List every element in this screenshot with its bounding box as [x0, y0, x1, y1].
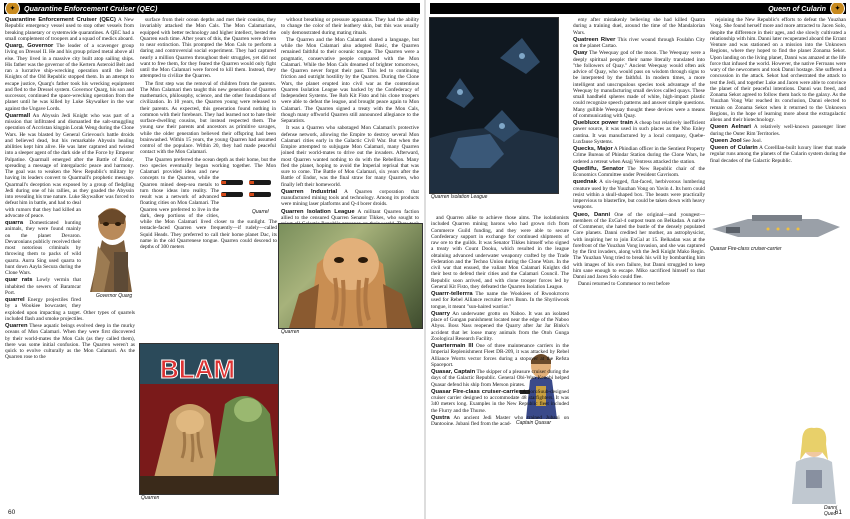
entry-term: quarra — [5, 220, 24, 226]
quarren-isolation-league-image — [429, 17, 559, 194]
entry-text: A Quarren corporation that manufactured mining tools and technology. Among its products were mining laser platforms and Q-4 borer droids. — [281, 188, 419, 208]
entry-term: Quasar, Captain — [431, 369, 476, 375]
quarren-comic-image — [139, 343, 279, 495]
entry-paragraph — [573, 212, 705, 281]
entry-paragraph — [431, 415, 569, 428]
entry-paragraph — [573, 179, 705, 210]
entry-paragraph — [5, 323, 135, 361]
entry-text: These aquatic beings evolved deep in the murky oceans of Mon Calamari. When they were first discovered by their world-mates the Mon Cals (as they called them), there was some initial confusion. The Quarren weren't as quick to evolve culturally as the Mon Calamari. As the Quarren rose to the — [5, 323, 135, 361]
entry-paragraph — [431, 291, 569, 310]
entry-text: The Quarren preferred the ocean depth as their home, but the two species eventually began working together. The Mon Calamari provided ideas and new concepts to the Quarren, while the Quarren mined deep-sea metals to turn those ideas into reality. The result was a network of advanced floating cities on Mon Calamari. The Quarren were preferred to live in the dark, deep portions of the cities, while the Mon Calamari lived closer to the sunlight. The tentacle-faced Quarren were frequently—if rudely—called Squid Heads. They preferred to call their home planet Dac, its name in the old Quarrenese tongue. Quarren could descend to depths of 300 meters — [140, 156, 277, 250]
entry-text: One of three maintenance carriers in the Imperial Replenishment Fleet DR-209, it was attacked by Rebel Alliance Worrts vector forces during a stopover at the Refsta Spaceport. — [431, 343, 569, 368]
entry-paragraph — [281, 37, 419, 125]
entry-term: Quarry — [431, 310, 451, 317]
entry-term: Queen Aelnari — [710, 124, 751, 131]
entry-text: The Weequay god of the moon. The Weequay were a deeply spiritual people: their name literally translated into "the followers of Quay." Ancient Weequay would often ask advice of Quay, who would pass on wisdom through signs to be interpreted by the faithful. In modern times, a more intelligent and unscrupulous species took advantage of the Weequay by manufacturing small devices called quays. These small handheld spheres made of white, high-impact plastic could recognize speech patterns and answer simple questions. Many gullible Weequay thought these devices were a means of communicating with Quay. — [573, 50, 705, 119]
entry-paragraph — [573, 281, 705, 287]
entry-term: quarrel — [5, 297, 25, 303]
entry-term: Quarren — [5, 323, 28, 329]
entry-term: Quarrr-tellerrra — [431, 291, 473, 297]
entry-paragraph — [710, 17, 846, 123]
entry-text: surface from their ocean depths and met their cousins, they invariably attacked the Mon Cals. The Mon Calamarians, equipped with better technology and higher intellect, bested the Quarren each time. After years of this, the Quarren were driven to near extinction. This prompted the Mon Cals to perform a daring and controversial social experiment. They had captured nearly a million Quarren throughout their struggles, yet did not want to free them, for they feared the Quarren would only fight until the Mon Calamari were forced to kill them. Instead, they attempted to civilize the Quarren. — [140, 17, 276, 80]
entry-paragraph — [431, 311, 569, 342]
entry-term: Quarantine Enforcement Cruiser (QEC) — [5, 17, 116, 23]
left-header-title: Quarantine Enforcement Cruiser (QEC) — [24, 4, 158, 13]
entry-text: Danni returned to Commenor to rest before — [578, 281, 670, 288]
entry-text: without breathing or pressure apparatus. They had the ability to change the color of their leathery skin, but this was usually only demonstrated during mating rituals. — [281, 17, 419, 36]
entry-paragraph — [140, 17, 277, 80]
governor-quarg-image — [84, 202, 136, 292]
entry-term: Quartermain III — [431, 343, 474, 349]
entry-term: Queen of Cularin — [710, 145, 758, 151]
entry-text: The New Republic chair of the Economics Committee under President Gavrisom. — [573, 165, 705, 178]
caption-danni-queo: Danni Queo — [824, 505, 838, 517]
entry-paragraph — [5, 43, 135, 112]
caption-quasar-fire-cruiser: Quasar Fire-class cruiser-carrier — [710, 246, 782, 252]
entry-text: and Quarren alike to achieve those aims. The isolationists included Quarren mining barons who had grown rich from Commerce Guild funding, and they were able to secure Confederacy support in exchange for continued shipments of raw ore to the guilds. It was Senator Tikkes himself who signed a treaty with Count Dooku, which resulted in the league obtaining advanced underwater weaponry crafted by the Trade Federation and the Techno Union during the Clone Wars. In the civil war that ensued, the valiant Mon Calamari Knights did their best to defend their cities and the Calamari Council. The Republic soon arrived, and with clone trooper forces led by General Kit Fisto, they defeated the Quarren Isolation League. — [431, 215, 569, 290]
entry-paragraph — [573, 37, 705, 50]
left-page — [0, 0, 424, 519]
quarrel-image — [219, 176, 275, 208]
caption-quarren-isolation-league: Quarren Isolation League — [431, 194, 488, 200]
entry-paragraph — [140, 81, 277, 156]
entry-text: This river wound through Foulahn City on the planet Cartao. — [573, 36, 705, 49]
entry-text: Energy projectiles fired by a Wookiee bowcaster, they exploded upon impacting a target. Other types of quarrels included flash and smoke projectiles. — [5, 297, 135, 322]
entry-term: Queo, Danni — [573, 211, 611, 218]
entry-paragraph — [710, 124, 846, 137]
entry-term: Quarren Industrial — [281, 188, 338, 195]
caption-quarren-comic: Quarren — [141, 495, 160, 501]
entry-paragraph — [281, 189, 419, 208]
right-page — [426, 0, 850, 519]
entry-text: A cheap but relatively inefficient power source, it was used in such places as the Nho Enley cantina. It was manufactured by a local company, Quebe-Luxfause Systems. — [573, 120, 705, 145]
right-page-header — [430, 3, 846, 14]
entry-text: The name the Wookiees of Rwookrrorro used for Rebel Alliance recruiter Jerrs Bunn. In the Shyriiwook tongue, it meant "sun-haired warrior." — [431, 291, 569, 310]
entry-term: Qustra — [431, 414, 450, 421]
entry-paragraph — [710, 145, 846, 164]
entry-text: A CorellIan-built luxury liner that made regular runs among the planets of the Cularin system during the final decades of the Galactic Republic. — [710, 145, 846, 164]
caption-quarrel: Quarrel — [252, 209, 269, 215]
entry-text: A militant Quarren faction allied to the censured Quarren Senator Tikkes, who sought to — [281, 208, 419, 221]
svg-text:BLAM: BLAM — [160, 354, 236, 384]
entry-text: rejoining the New Republic's efforts to defeat the Yuuzhan Vong. She found herself more and more attracted to Jacen Solo, despite the difference in their ages, and she slowly cultivated a relationship with him. Danni later recuperated aboard the Errant Venture and was stationed on a mission into the Unknown Regions, where they hoped to find the planet Zonama Sekot. Upon landing on the living planet, Danni was amazed at the life force that infused the world. However, the native Ferroans were wary of the newcomers and took Danni hostage. She suffered a concussion in the attack. Sekot had orchestrated the attack to test the Jedi, and together Luke and Jacen were able to convince the planet of their peaceful intentions. Danni was freed, and Zonama Sekot agreed to follow them back to the galaxy. As the Yuuzhan Vong War reached its conclusion, Danni elected to remain on Zonama Sekot when it returned to the Unknown Regions, in the hope of learning more about the extragalactic aliens and their biotechnology. — [710, 17, 846, 123]
entry-text: A New Republic emergency vessel used to stop other vessels from breaking planetary or systemwide quarantines. A QEC had a small complement of troopers and a squad of medics aboard. — [5, 17, 135, 42]
entry-text: Lowly vermin that inhabited the sewers of Baramcar Port. — [5, 277, 81, 296]
entry-text: A Phindian officer in the Sentient Property Crime Bureau of Phindar Station during the Clone Wars, he ordered a retreat when Asajj Ventress attacked the station. — [573, 146, 705, 165]
entry-text: See Jool. — [741, 137, 763, 144]
entry-paragraph — [281, 17, 419, 36]
entry-paragraph — [431, 343, 569, 368]
entry-text: The leader of a scavenger group living on Dressel II. He and his group prized metal above all else. They lived in a massive city built atop sailing ships. His father was the governor of the Kertern Asteroid Belt and ran a lucrative ship-wrecking operation until the Jedi Knights of the Old Republic stopped them. In an attempt to escape justice, Quarg's father took his wrecking equipment and fled to the Dressel system. Governor Quarg, his son and successor, continued the space-wrecking operation from the planet until he was killed by Luke Skywalker in the war against the Ungave Lords. — [5, 43, 134, 112]
right-column-3 — [710, 17, 846, 503]
entry-term: Quecks, Major — [573, 146, 613, 152]
entry-paragraph — [281, 125, 419, 188]
entry-paragraph — [573, 17, 705, 36]
entry-paragraph — [431, 369, 569, 388]
caption-captain-quasar: Captain Quasar — [516, 420, 552, 426]
entry-term: Quarren Isolation League — [281, 208, 355, 215]
right-page-number: 61 — [834, 509, 842, 516]
entry-term: Quarmall — [5, 112, 31, 119]
entry-paragraph — [573, 166, 705, 179]
entry-text: A relatively well-known passenger liner during the Outer Rim Territories. — [710, 124, 846, 137]
entry-paragraph — [573, 120, 705, 145]
quarren-portrait-image — [278, 223, 423, 329]
entry-text: An ancient Jedi Master who trained Jubani on Dantooine. Jubani fled from the acad- — [431, 414, 569, 427]
entry-term: quednak — [573, 179, 597, 186]
left-page-header — [4, 3, 420, 14]
entry-paragraph — [5, 17, 135, 42]
entry-term: Quatreen River — [573, 36, 616, 43]
entry-term: Queen Jool — [710, 137, 742, 144]
entry-text: A SoroSuub-designed cruiser carrier designed to accommodate 48 starfighters. It was 340 meters long. Examples in the New Republic fleet included the Flurry and the Thurse. — [431, 388, 569, 414]
jedi-emblem-icon: ✦ — [5, 3, 20, 14]
caption-quarren-portrait: Quarren — [281, 329, 300, 335]
entry-text: emy after mistakenly believing she had killed Quatra during a training duel, around the time of the Mandalorian Wars. — [573, 17, 705, 36]
right-header-title: Queen of Cularin — [768, 4, 826, 13]
entry-paragraph — [431, 389, 569, 414]
entry-text: Domesticated hunting animals, they were found mainly on the planet Devaron. Devaronians publicly received their most notorious criminals by throwing them to packs of wild quarra. Aurra Sing used quarra to hunt down Aayla Secura during the Clone Wars. — [5, 220, 81, 276]
right-column-2 — [573, 17, 705, 503]
jedi-emblem-icon: ✦ — [830, 3, 845, 14]
entry-term: quar rats — [5, 277, 33, 284]
entry-term: Quedlifu, Senator — [573, 165, 624, 172]
entry-text: An Abyssin Jedi Knight who was part of a mission that infiltrated and dismantled the salt-smuggling operation of Accristan kingpin Lorak Weng during the Clone Wars. He was blasted by General Grievous's battle droids and believed dead, but his remarkable Abyssin healing abilities kept him alive. He was later captured and twisted into a sleeper agent of the dark side of the Force by Emperor Palpatine. Quarmall emerged after the Battle of Endor, spreading a message of intergalactic peace and harmony. The goal was to weaken the New Republic's military by having its leaders convert to Quarmall's prophetic message. Quarmall's deception was exposed by a group of fledgling Jedi during one of his rallies, as they goaded the Abyssin into revealing his true nature. Luke Skywalker was forced to defeat him in battle, and had to deal with rumors that they had killed an advocate of peace. — [5, 112, 134, 219]
entry-text: It was a Quarren who sabotaged Mon Calamari's protective defense network, allowing the Empire to destroy several Mon Calamari cities early in the Galactic Civil War. But when the Empire attempted to subjugate Mon Calamari, many Quarren joined their world-mates to drive out the invaders. Afterward, most Quarren wanted nothing to do with the Rebellion. Many fled the planet, hoping to avoid the Imperial reprisal that was sure to come. The Battle of Mon Calamari, six years after the Battle of Endor, was the final straw for many Quarren, who finally left their homeworld. — [281, 125, 419, 188]
entry-paragraph — [573, 146, 705, 165]
right-column-1 — [431, 215, 569, 503]
entry-term: Quebluxx power train — [573, 120, 633, 126]
entry-term: Quay — [573, 50, 588, 57]
entry-term: Quarg, Governor — [5, 43, 54, 49]
entry-paragraph — [710, 138, 846, 144]
left-page-number: 60 — [8, 509, 16, 516]
entry-text: The skipper of a pleasure cruiser during the days of the Galactic Republic. General Obi-Wan Kenobi helped Quasar defend his ship from Merson pirates. — [431, 369, 569, 388]
entry-paragraph — [431, 215, 569, 290]
entry-text: The Quarren and the Mon Calamari shared a language, but while the Mon Calamari also adopted Basic, the Quarren remained faithful to their oceanic tongue. The Quarren were a pragmatic, conservative people compared with the Mon Calamari. While the Mon Cals dreamed of brighter tomorrows, the Quarren never forgot their past. This led to continuing friction and outright hostility by the Quarren. During the Clone Wars, the planet erupted into civil war as the contentious Quarren Isolation League was backed by the Confederacy of Independent Systems. Tee Rob Kit Fisto and his clone troopers were able to defeat the league, and brought peace again to Mon Calamari. The Quarren signed a treaty with the Mon Cals, though many offworld Quarren still announced allegiance to the Separatists. — [281, 36, 419, 124]
entry-paragraph — [573, 50, 705, 119]
entry-text: The first step was the removal of children from the parents. The Mon Calamari then taught this new generation of Quarren mathematics, philosophy, science, and the other foundations of civilization. In 10 years, the Quarren young were released to their parents. As expected, this generation found nothing in common with their forebears. They had learned not to hate their surface-dwelling cousins, but instead respected them. The young saw their parents and ancestors as primitive savages, while the older generation believed their offspring had been brainwashed. Within 15 years, the young Quarren had assumed control of the populace. Within 20, they had made peaceful contact with the Mon Calamari. — [140, 80, 276, 156]
entry-text: A six-legged, flat-faced, herbivorous lumbering creature used by the Yuuzhan Vong on Yavin 4. Its horn could resist within a skull-shaped box. The beasts were practically impervious to blasterfire, but could be taken down with heavy weapons. — [573, 179, 705, 211]
caption-governor-quarg: Governor Quarg — [96, 293, 133, 299]
entry-text: One of the original—and youngest—members of the ExGal-4 outpost team on Belkadan. A native of Commenor, she hated the bustle of the densely populated Core planets. Danni credited her mother, an astrophysicist, with inspiring her to join ExGal at 15. Belkadan was at the forefront of the Yuuzhan Vong invasion, and she was captured by the first invaders, along with the Jedi Knight Mako Regin. The Yuuzhan Vong tried to break his will by bombarding him with images of his own failure, but Danni struggled to keep him sane enough to escape. Miko sacrificed himself so that Danni and Jacen Solo could flee. — [573, 211, 705, 280]
entry-term: Quasar Fire-class cruiser-carrier — [431, 388, 522, 395]
entry-text: An underwater grotto on Naboo. It was an isolated place of Gungan punishment located near the edge of the Naboo Abyss. Boss Nass reopened the Quarry after Jar Jar Binks's accident that let loose many animals from the Otoh Gunga Zoological Research Facility. — [431, 310, 569, 342]
